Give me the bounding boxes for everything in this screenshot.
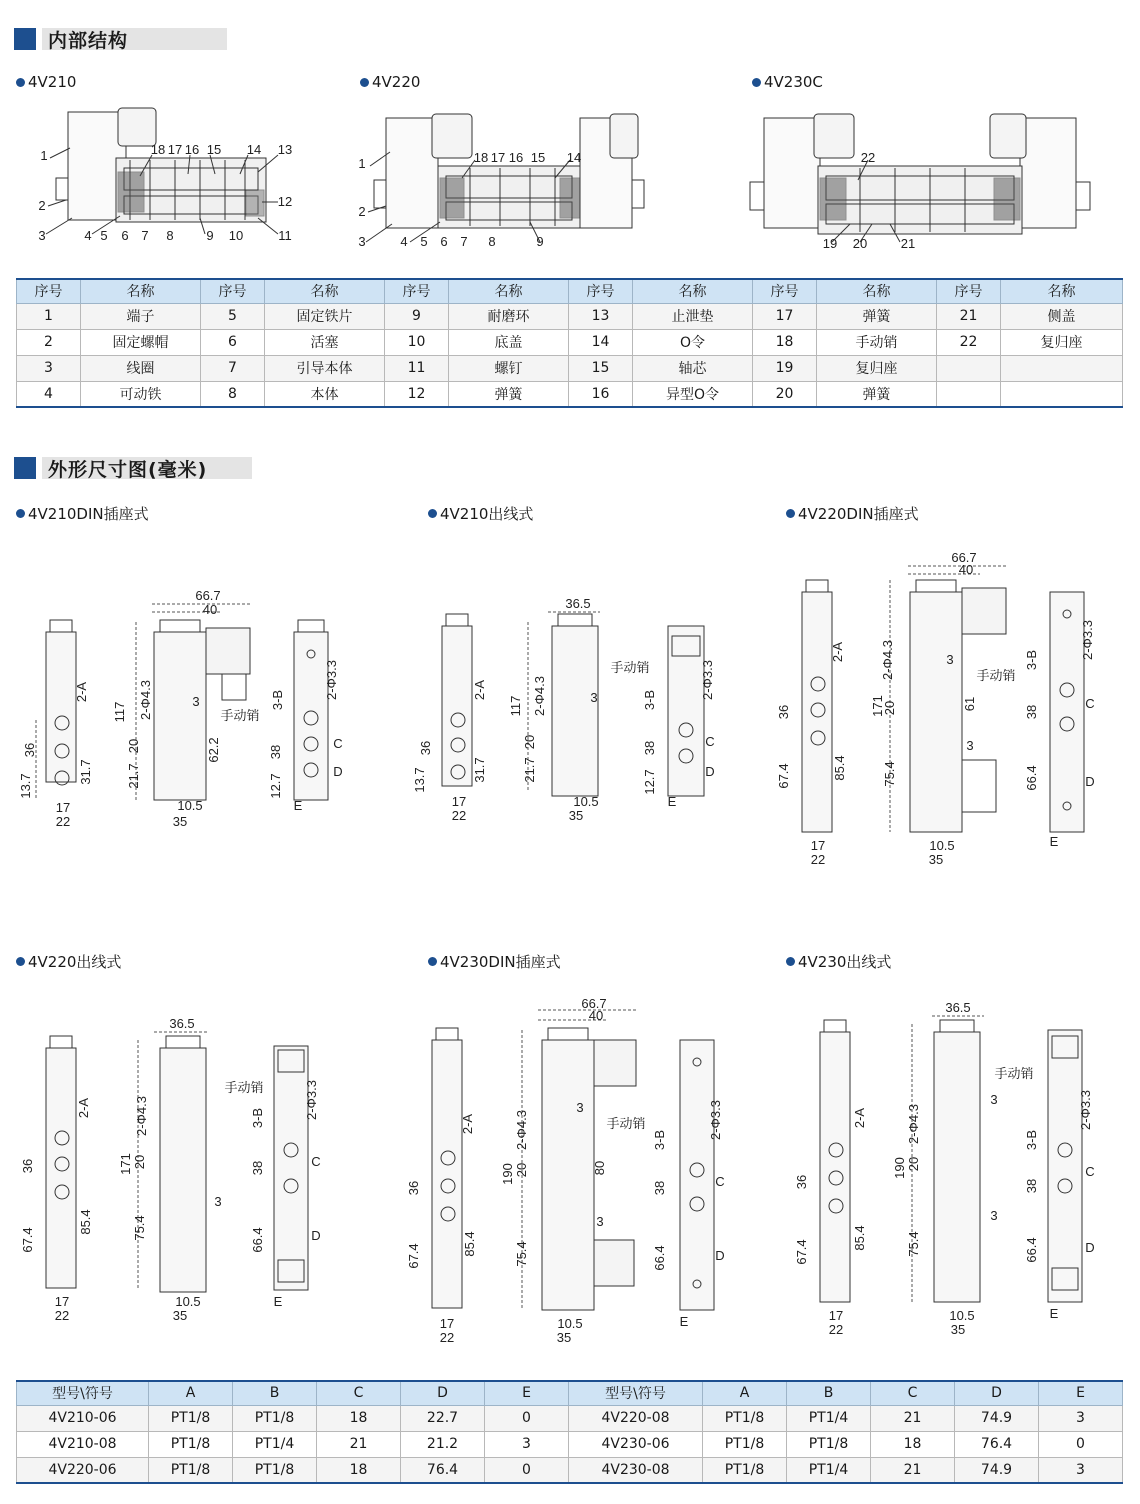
dim-e: E <box>679 1314 689 1329</box>
dim-12-7: 12.7 <box>642 769 657 795</box>
callout-13: 13 <box>277 142 293 157</box>
dim-d: D <box>715 1248 725 1263</box>
dim-36: 36 <box>20 1158 35 1174</box>
dim-36: 36 <box>418 740 433 756</box>
dim-31-7: 31.7 <box>472 757 487 783</box>
dim-10-5: 10.5 <box>949 1308 975 1323</box>
dim-e: E <box>293 798 303 813</box>
dim-17: 17 <box>439 1316 455 1331</box>
dim-17: 17 <box>55 800 71 815</box>
dim-phi33: 2-Φ3.3 <box>1078 1089 1093 1131</box>
callout-16: 16 <box>508 150 524 165</box>
dim-35: 35 <box>172 814 188 829</box>
dim-61: 61 <box>962 696 977 712</box>
dim-17: 17 <box>810 838 826 853</box>
label-4v230-wire: 4V230出线式 <box>786 951 891 972</box>
callout-17: 17 <box>490 150 506 165</box>
callout-16: 16 <box>184 142 200 157</box>
dim-20: 20 <box>126 738 141 754</box>
dim-21-7: 21.7 <box>522 757 537 783</box>
dim-d: D <box>1085 774 1095 789</box>
callout-4: 4 <box>84 228 92 243</box>
table-row: 3 线圈 7 引导本体 11 螺钉 15 轴芯 19 复归座 <box>17 355 1123 381</box>
dim-40: 40 <box>202 602 218 617</box>
dim-117: 117 <box>508 695 523 717</box>
dim-c: C <box>705 734 715 749</box>
dim-e: E <box>273 1294 283 1309</box>
dim-85-4: 85.4 <box>462 1231 477 1257</box>
dim-17: 17 <box>828 1308 844 1323</box>
dim-2a: 2-A <box>830 641 845 663</box>
dim-75-4: 75.4 <box>132 1215 147 1241</box>
dim-d: D <box>311 1228 321 1243</box>
dim-phi43: 2-Φ4.3 <box>134 1095 149 1137</box>
dim-67-4: 67.4 <box>406 1243 421 1269</box>
dim-35: 35 <box>556 1330 572 1345</box>
callout-19: 19 <box>822 236 838 251</box>
dim-85-4: 85.4 <box>832 755 847 781</box>
callout-6: 6 <box>440 234 448 249</box>
dim-22: 22 <box>54 1308 70 1323</box>
dim-d: D <box>705 764 715 779</box>
callout-20: 20 <box>852 236 868 251</box>
callout-12: 12 <box>277 194 293 209</box>
label-4v220-wire: 4V220出线式 <box>16 951 121 972</box>
dim-35: 35 <box>928 852 944 867</box>
dim-e: E <box>667 794 677 809</box>
dim-38: 38 <box>250 1160 265 1176</box>
dim-phi43: 2-Φ4.3 <box>138 679 153 721</box>
dim-3b: 3-B <box>652 1129 667 1151</box>
dim-phi43: 2-Φ4.3 <box>532 675 547 717</box>
dim-phi33: 2-Φ3.3 <box>708 1099 723 1141</box>
dim-75-4: 75.4 <box>882 761 897 787</box>
dim-3b: 3-B <box>1024 1129 1039 1151</box>
callout-2: 2 <box>38 198 46 213</box>
dim-phi33: 2-Φ3.3 <box>324 659 339 701</box>
dim-80: 80 <box>592 1160 607 1176</box>
dim-35: 35 <box>172 1308 188 1323</box>
dim-31-7: 31.7 <box>78 759 93 785</box>
dim-2a: 2-A <box>852 1107 867 1129</box>
callout-5: 5 <box>100 228 108 243</box>
dim-20: 20 <box>882 700 897 716</box>
dim-2a: 2-A <box>460 1113 475 1135</box>
table-row: 4V220-06 PT1/8 PT1/8 18 76.4 0 4V230-08 PT1/8 PT1/4 21 74.9 3 <box>17 1457 1123 1483</box>
dim-66-7: 66.7 <box>195 588 221 603</box>
dim-66-7: 66.7 <box>581 996 607 1011</box>
dim-2a: 2-A <box>76 1097 91 1119</box>
dim-3: 3 <box>214 1194 222 1209</box>
dim-10-5: 10.5 <box>177 798 203 813</box>
dim-190: 190 <box>500 1163 515 1185</box>
dim-36: 36 <box>22 742 37 758</box>
dim-17: 17 <box>451 794 467 809</box>
dim-22: 22 <box>828 1322 844 1337</box>
callout-4: 4 <box>400 234 408 249</box>
callout-2: 2 <box>358 204 366 219</box>
dim-38: 38 <box>642 740 657 756</box>
callout-8: 8 <box>166 228 174 243</box>
label-4v220: 4V220 <box>360 73 420 91</box>
dim-38: 38 <box>652 1180 667 1196</box>
callout-10: 10 <box>228 228 244 243</box>
callout-3: 3 <box>38 228 46 243</box>
dim-22: 22 <box>55 814 71 829</box>
dim-35: 35 <box>568 808 584 823</box>
drawing-4v220-din <box>802 580 1084 832</box>
callout-11: 11 <box>278 228 292 243</box>
callout-18: 18 <box>473 150 489 165</box>
dim-75-4: 75.4 <box>906 1231 921 1257</box>
callout-7: 7 <box>460 234 468 249</box>
dim-d: D <box>333 764 343 779</box>
dim-e: E <box>1049 1306 1059 1321</box>
dim-c: C <box>715 1174 725 1189</box>
dim-3: 3 <box>966 738 974 753</box>
manual-pin-label: 手动销 <box>610 660 650 675</box>
dim-13-7: 13.7 <box>18 773 33 799</box>
label-4v210: 4V210 <box>16 73 76 91</box>
drawing-4v230-din <box>432 1028 714 1310</box>
dim-2a: 2-A <box>472 679 487 701</box>
dim-22: 22 <box>439 1330 455 1345</box>
parts-table-header: 序号 名称 序号 名称 序号 名称 序号 名称 序号 名称 序号 名称 <box>17 279 1123 303</box>
callout-3: 3 <box>358 234 366 249</box>
dim-85-4: 85.4 <box>852 1225 867 1251</box>
dim-117: 117 <box>112 701 127 723</box>
dim-40: 40 <box>588 1008 604 1023</box>
dim-38: 38 <box>1024 1178 1039 1194</box>
callout-7: 7 <box>141 228 149 243</box>
callout-15: 15 <box>530 150 546 165</box>
dim-phi33: 2-Φ3.3 <box>700 659 715 701</box>
callout-1: 1 <box>358 156 366 171</box>
dim-36: 36 <box>794 1174 809 1190</box>
dim-190: 190 <box>892 1157 907 1179</box>
callout-15: 15 <box>206 142 222 157</box>
dim-36: 36 <box>776 704 791 720</box>
dim-e: E <box>1049 834 1059 849</box>
callout-6: 6 <box>121 228 129 243</box>
dim-3b: 3-B <box>642 689 657 711</box>
dim-75-4: 75.4 <box>514 1241 529 1267</box>
dim-2a: 2-A <box>74 681 89 703</box>
manual-pin-label: 手动销 <box>224 1080 264 1095</box>
label-4v210-din: 4V210DIN插座式 <box>16 503 149 524</box>
dim-40: 40 <box>958 562 974 577</box>
callout-22: 22 <box>860 150 876 165</box>
table-row: 1 端子 5 固定铁片 9 耐磨环 13 止泄垫 17 弹簧 21 侧盖 <box>17 303 1123 329</box>
drawing-4v220-wire <box>46 1036 308 1292</box>
dim-10-5: 10.5 <box>557 1316 583 1331</box>
dim-c: C <box>1085 696 1095 711</box>
dim-66-7: 66.7 <box>951 550 977 565</box>
label-4v220-din: 4V220DIN插座式 <box>786 503 919 524</box>
callout-9: 9 <box>206 228 214 243</box>
label-4v230-din: 4V230DIN插座式 <box>428 951 561 972</box>
callout-14: 14 <box>566 150 582 165</box>
callout-14: 14 <box>246 142 262 157</box>
dim-67-4: 67.4 <box>776 763 791 789</box>
dim-20: 20 <box>514 1162 529 1178</box>
drawing-4v230-wire <box>820 1020 1082 1302</box>
dim-66-4: 66.4 <box>250 1227 265 1253</box>
dim-66-4: 66.4 <box>1024 1237 1039 1263</box>
callout-21: 21 <box>900 236 916 251</box>
manual-pin-label: 手动销 <box>994 1066 1034 1081</box>
section-title: 外形尺寸图(毫米) <box>42 457 252 479</box>
dim-62-2: 62.2 <box>206 737 221 763</box>
dim-17: 17 <box>54 1294 70 1309</box>
dim-phi43: 2-Φ4.3 <box>514 1109 529 1151</box>
spec-table <box>16 1380 1123 1484</box>
dim-35: 35 <box>950 1322 966 1337</box>
dim-38: 38 <box>1024 704 1039 720</box>
dim-20: 20 <box>522 734 537 750</box>
dim-38: 38 <box>268 744 283 760</box>
dim-36-5: 36.5 <box>169 1016 195 1031</box>
dim-3b: 3-B <box>270 689 285 711</box>
callout-8: 8 <box>488 234 496 249</box>
dim-22: 22 <box>451 808 467 823</box>
table-row: 4 可动铁 8 本体 12 弹簧 16 异型O令 20 弹簧 <box>17 381 1123 407</box>
dim-171: 171 <box>870 695 885 717</box>
dim-c: C <box>311 1154 321 1169</box>
spec-table-header: 型号\符号 A B C D E 型号\符号 A B C D E <box>17 1381 1123 1405</box>
dim-10-5: 10.5 <box>929 838 955 853</box>
dim-67-4: 67.4 <box>20 1227 35 1253</box>
dim-22: 22 <box>810 852 826 867</box>
label-4v210-wire: 4V210出线式 <box>428 503 533 524</box>
dim-3: 3 <box>990 1092 998 1107</box>
section-title: 内部结构 <box>42 28 227 50</box>
dim-36-5: 36.5 <box>945 1000 971 1015</box>
dim-phi33: 2-Φ3.3 <box>1080 619 1095 661</box>
callout-17: 17 <box>167 142 183 157</box>
dim-20: 20 <box>132 1154 147 1170</box>
dim-10-5: 10.5 <box>175 1294 201 1309</box>
callout-18: 18 <box>150 142 166 157</box>
dim-c: C <box>1085 1164 1095 1179</box>
manual-pin-label: 手动销 <box>606 1116 646 1131</box>
manual-pin-label: 手动销 <box>220 708 260 723</box>
dim-3: 3 <box>576 1100 584 1115</box>
dim-phi43: 2-Φ4.3 <box>906 1103 921 1145</box>
dim-3b: 3-B <box>1024 649 1039 671</box>
dim-10-5: 10.5 <box>573 794 599 809</box>
dim-d: D <box>1085 1240 1095 1255</box>
dim-66-4: 66.4 <box>652 1245 667 1271</box>
dim-3: 3 <box>990 1208 998 1223</box>
dim-85-4: 85.4 <box>78 1209 93 1235</box>
table-row: 2 固定螺帽 6 活塞 10 底盖 14 O令 18 手动销 22 复归座 <box>17 329 1123 355</box>
dim-21-7: 21.7 <box>126 763 141 789</box>
table-row: 4V210-08 PT1/8 PT1/4 21 21.2 3 4V230-06 PT1/8 PT1/8 18 76.4 0 <box>17 1431 1123 1457</box>
dim-3: 3 <box>192 694 200 709</box>
dim-13-7: 13.7 <box>412 767 427 793</box>
callout-5: 5 <box>420 234 428 249</box>
dim-3: 3 <box>946 652 954 667</box>
dim-phi43: 2-Φ4.3 <box>880 639 895 681</box>
dim-66-4: 66.4 <box>1024 765 1039 791</box>
dim-171: 171 <box>118 1153 133 1175</box>
dim-3b: 3-B <box>250 1107 265 1129</box>
dim-3: 3 <box>596 1214 604 1229</box>
dim-20: 20 <box>906 1156 921 1172</box>
dim-36-5: 36.5 <box>565 596 591 611</box>
dim-36: 36 <box>406 1180 421 1196</box>
dim-c: C <box>333 736 343 751</box>
callout-1: 1 <box>40 148 48 163</box>
manual-pin-label: 手动销 <box>976 668 1016 683</box>
callout-9: 9 <box>536 234 544 249</box>
dim-3: 3 <box>590 690 598 705</box>
dim-12-7: 12.7 <box>268 773 283 799</box>
label-4v230c: 4V230C <box>752 73 823 91</box>
dim-67-4: 67.4 <box>794 1239 809 1265</box>
table-row: 4V210-06 PT1/8 PT1/8 18 22.7 0 4V220-08 PT1/8 PT1/4 21 74.9 3 <box>17 1405 1123 1431</box>
dim-phi33: 2-Φ3.3 <box>304 1079 319 1121</box>
